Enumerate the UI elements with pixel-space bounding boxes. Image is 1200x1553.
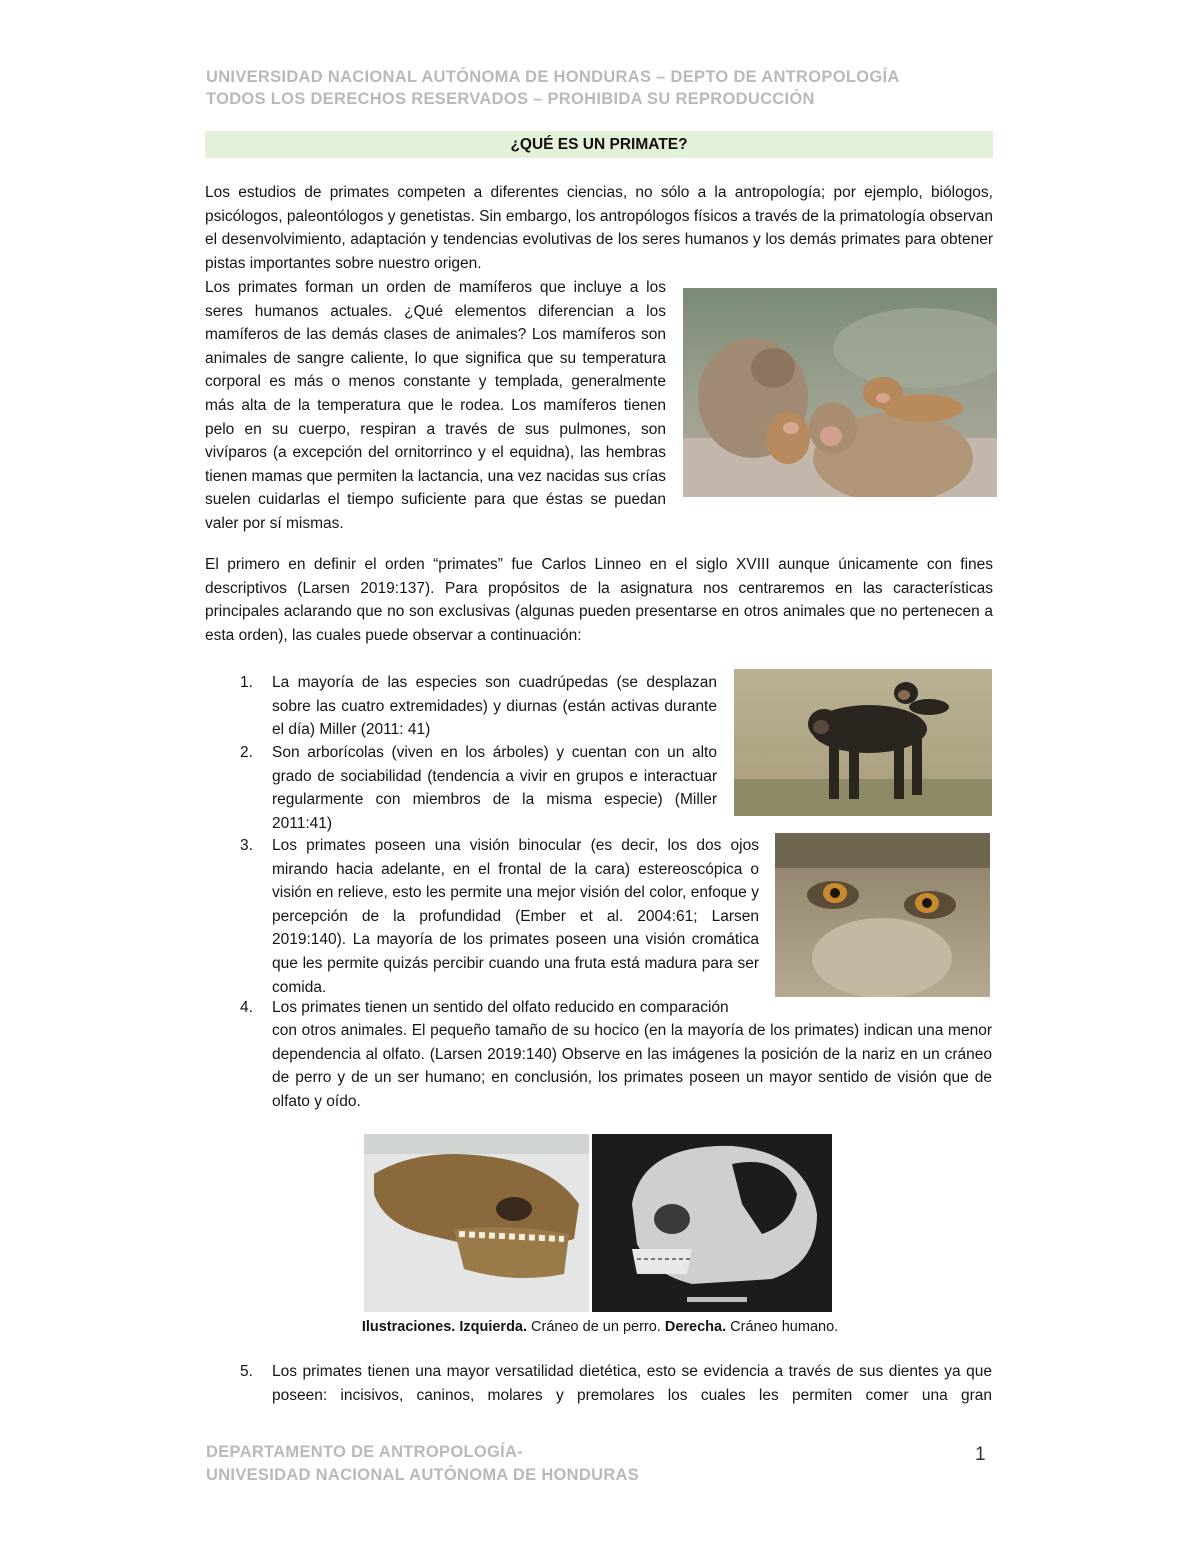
figure-caption xyxy=(300,1317,900,1337)
list-number-4: 4. xyxy=(240,999,253,1016)
header-line-1: UNIVERSIDAD NACIONAL AUTÓNOMA DE HONDURAS – DEPTO DE ANTROPOLOGÍA xyxy=(206,68,900,86)
list-number-2: 2. xyxy=(240,744,253,761)
document-footer xyxy=(206,1441,906,1487)
baboon-eyes-photo xyxy=(775,833,990,997)
chimpanzee-photo xyxy=(734,669,992,816)
caption-text-right: Cráneo humano. xyxy=(726,1319,839,1335)
intro-paragraph-1: Los estudios de primates competen a diferentes ciencias, no sólo a la antropología; por ejemplo, biólogos, psicólogos, paleontólogos y genetistas. Sin embargo, los antropólogos físicos a través de la primatología observan el desenvolvimiento, adaptación y tendencias evolutivas de los seres humanos y los demás primates para obtener pistas importantes sobre nuestro origen. xyxy=(205,184,993,272)
page-title: ¿QUÉ ES UN PRIMATE? xyxy=(205,131,993,158)
list-item-2: Son arborícolas (viven en los árboles) y cuentan con un alto grado de sociabilidad (tendencia a vivir en grupos e interactuar regularmente con miembros de la misma especie) (Miller 2011:41) xyxy=(272,744,717,832)
list-item-5: Los primates tienen una mayor versatilidad dietética, esto se evidencia a través de sus dientes ya que poseen: incisivos, caninos, molares y premolares los cuales les permiten comer una gran xyxy=(272,1363,992,1404)
footer-line-2: UNIVESIDAD NACIONAL AUTÓNOMA DE HONDURAS xyxy=(206,1466,640,1484)
list-item-1: La mayoría de las especies son cuadrúpedas (se desplazan sobre las cuatro extremidades) y diurnas (están activas durante el día) Miller (2011: 41) xyxy=(272,674,717,739)
footer-line-1: DEPARTAMENTO DE ANTROPOLOGÍA- xyxy=(206,1443,524,1461)
list-item-3: Los primates poseen una visión binocular (es decir, los dos ojos mirando hacia adelante, en el frontal de la cara) estereoscópica o visión en relieve, esto les permite una mejor visión del color, enfoque y percepción de la profundidad (Ember et al. 2004:61; Larsen 2019:140). La mayoría de los primates poseen una visión cromática que les permite quizás percibir cuando una fruta está madura para ser comida. xyxy=(272,837,759,996)
list-item-4-continuation: con otros animales. El pequeño tamaño de su hocico (en la mayoría de los primates) indican una menor dependencia al olfato. (Larsen 2019:140) Observe en las imágenes la posición de la nariz en un cráneo de perro y de un ser humano; en conclusión, los primates poseen un mayor sentido de visión que de olfato y oído. xyxy=(272,1022,992,1110)
list-number-1: 1. xyxy=(240,674,253,691)
list-number-5: 5. xyxy=(240,1363,253,1380)
list-item-4-first-line: Los primates tienen un sentido del olfato reducido en comparación xyxy=(272,999,729,1016)
list-number-3: 3. xyxy=(240,837,253,854)
human-skull-photo xyxy=(592,1134,832,1312)
document-header xyxy=(206,66,1006,110)
dog-skull-photo xyxy=(364,1134,589,1312)
caption-label-left: Ilustraciones. Izquierda. xyxy=(361,1319,528,1335)
macaques-photo xyxy=(683,288,997,497)
intro-paragraph-3: El primero en definir el orden “primates” fue Carlos Linneo en el siglo XVIII aunque únicamente con fines descriptivos (Larsen 2019:137). Para propósitos de la asignatura nos centraremos en las características principales aclarando que no son exclusivas (algunas pueden presentarse en otros animales que no pertenecen a esta orden), las cuales puede observar a continuación: xyxy=(205,556,993,644)
header-line-2: TODOS LOS DERECHOS RESERVADOS – PROHIBIDA SU REPRODUCCIÓN xyxy=(206,90,815,108)
caption-text-left: Cráneo de un perro. xyxy=(527,1319,665,1335)
intro-paragraph-2: Los primates forman un orden de mamíferos que incluye a los seres humanos actuales. ¿Qué elementos diferencian a los mamíferos de las demás clases de animales? Los mamíferos son animales de sangre caliente, lo que significa que su temperatura corporal es más o menos constante y templada, generalmente más alta de la temperatura que le rodea. Los mamíferos tienen pelo en su cuerpo, respiran a través de sus pulmones, son vivíparos (a excepción del ornitorrinco y el equidna), las hembras tienen mamas que permiten la lactancia, una vez nacidas sus crías suelen cuidarlas el tiempo suficiente para que éstas se puedan valer por sí mismas. xyxy=(205,279,666,532)
caption-label-right: Derecha. xyxy=(664,1319,727,1335)
page-number: 1 xyxy=(975,1444,986,1465)
